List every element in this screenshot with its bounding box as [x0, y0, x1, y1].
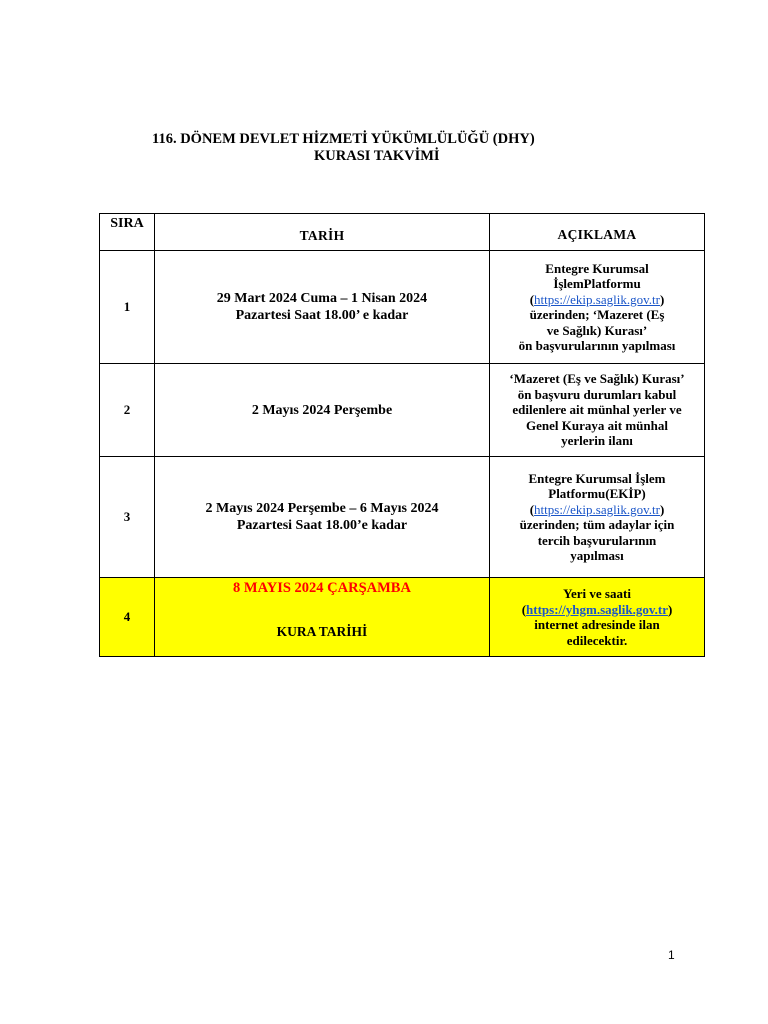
- yhgm-link[interactable]: https://yhgm.saglik.gov.tr: [526, 601, 668, 617]
- row-date: [155, 578, 490, 657]
- desc-line: tercih başvurularının: [537, 532, 657, 548]
- kura-date: 8 MAYIS 2024 ÇARŞAMBA: [233, 580, 411, 596]
- row-date: [155, 457, 490, 578]
- row-description: [490, 364, 705, 457]
- desc-line: üzerinden; tüm adaylar için: [519, 517, 675, 532]
- document-title: [100, 131, 660, 165]
- desc-line: Yeri ve saati: [563, 586, 631, 601]
- desc-line: yapılması: [570, 548, 624, 563]
- desc-line: edilecektir.: [566, 632, 628, 648]
- row-description: [490, 457, 705, 578]
- row-description: [490, 251, 705, 364]
- desc-line: Genel Kuraya ait münhal: [526, 417, 668, 433]
- desc-link-line: (https://ekip.saglik.gov.tr): [529, 501, 665, 517]
- desc-line: ön başvuru durumları kabul: [517, 386, 677, 402]
- desc-line: Platformu(EKİP): [548, 486, 646, 501]
- desc-line: ve Sağlık) Kurası’: [546, 322, 648, 338]
- row-description: [490, 578, 705, 657]
- ekip-link[interactable]: https://ekip.saglik.gov.tr: [534, 291, 660, 307]
- desc-line: internet adresinde ilan: [534, 617, 660, 632]
- table-row-highlighted: [100, 578, 705, 657]
- desc-line: Entegre Kurumsal İşlem: [528, 470, 666, 486]
- table-row: [100, 457, 705, 578]
- schedule-table: [99, 213, 705, 657]
- title-line-2: KURASI TAKVİMİ: [314, 148, 440, 164]
- row-number: 2: [100, 364, 155, 457]
- table-row: [100, 364, 705, 457]
- date-line: Pazartesi Saat 18.00’ e kadar: [235, 308, 409, 323]
- row-number: 1: [100, 251, 155, 364]
- desc-link-line: (https://yhgm.saglik.gov.tr): [521, 601, 673, 617]
- page-number: 1: [668, 948, 675, 962]
- row-number: 4: [100, 578, 155, 657]
- desc-line: Entegre Kurumsal: [545, 260, 649, 276]
- date-line: 2 Mayıs 2024 Perşembe: [251, 402, 393, 418]
- desc-line: yerlerin ilanı: [561, 433, 633, 449]
- table-row: [100, 251, 705, 364]
- date-line: Pazartesi Saat 18.00’e kadar: [236, 518, 408, 533]
- kura-label: KURA TARİHİ: [276, 624, 368, 639]
- desc-link-line: (https://ekip.saglik.gov.tr): [529, 291, 665, 307]
- row-date: [155, 251, 490, 364]
- desc-line: üzerinden; ‘Mazeret (Eş: [529, 307, 665, 322]
- desc-line: İşlemPlatformu: [553, 276, 641, 291]
- desc-line: edilenlere ait münhal yerler ve: [512, 402, 682, 418]
- header-sira: SIRA: [100, 214, 155, 251]
- table-header-row: [100, 214, 705, 251]
- row-date: [155, 364, 490, 457]
- header-aciklama: AÇIKLAMA: [490, 214, 705, 251]
- desc-line: ‘Mazeret (Eş ve Sağlık) Kurası’: [509, 371, 685, 387]
- ekip-link[interactable]: https://ekip.saglik.gov.tr: [534, 501, 660, 517]
- row-number: 3: [100, 457, 155, 578]
- date-line: 29 Mart 2024 Cuma – 1 Nisan 2024: [216, 291, 428, 306]
- date-line: 2 Mayıs 2024 Perşembe – 6 Mayıs 2024: [205, 501, 439, 516]
- header-tarih: TARİH: [155, 214, 490, 251]
- desc-line: ön başvurularının yapılması: [518, 338, 676, 353]
- title-line-1: 116. DÖNEM DEVLET HİZMETİ YÜKÜMLÜLÜĞÜ (DHY): [152, 131, 535, 147]
